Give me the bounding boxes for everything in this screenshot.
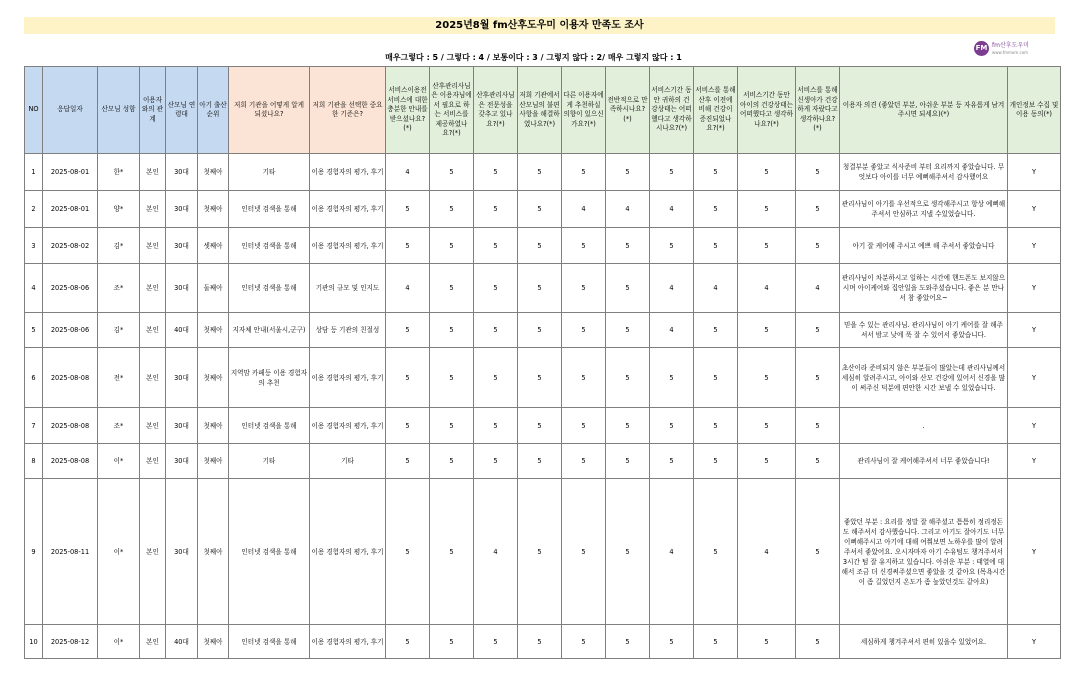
header-birth-order: 아기 출산 순위 bbox=[198, 67, 229, 154]
cell-score-q4: 5 bbox=[518, 348, 562, 408]
table-row bbox=[25, 348, 1061, 408]
cell-age: 40대 bbox=[166, 625, 198, 659]
cell-consent: Y bbox=[1008, 444, 1061, 479]
header-q6: 전반적으로 만족하시나요?(*) bbox=[606, 67, 650, 154]
header-q10: 서비스를 통해 신생아가 건강하게 자랐다고 생각하나요?(*) bbox=[796, 67, 840, 154]
cell-score-q1: 5 bbox=[386, 408, 430, 444]
cell-score-q10: 5 bbox=[796, 191, 840, 228]
cell-comment: 관리사님이 잘 케어해주셔서 너무 좋았습니다! bbox=[840, 444, 1008, 479]
cell-score-q9: 5 bbox=[738, 313, 796, 348]
cell-score-q4: 5 bbox=[518, 154, 562, 191]
cell-score-q10: 5 bbox=[796, 228, 840, 264]
cell-relation: 본인 bbox=[140, 228, 166, 264]
cell-score-q7: 4 bbox=[650, 479, 694, 625]
cell-name: 이* bbox=[98, 444, 140, 479]
cell-score-q6: 5 bbox=[606, 154, 650, 191]
cell-name: 김* bbox=[98, 228, 140, 264]
cell-score-q6: 5 bbox=[606, 264, 650, 313]
cell-score-q7: 4 bbox=[650, 191, 694, 228]
cell-birth-order: 첫째아 bbox=[198, 479, 229, 625]
cell-score-q1: 5 bbox=[386, 625, 430, 659]
cell-score-q10: 5 bbox=[796, 444, 840, 479]
cell-score-q5: 4 bbox=[562, 191, 606, 228]
cell-score-q1: 5 bbox=[386, 479, 430, 625]
cell-consent: Y bbox=[1008, 313, 1061, 348]
survey-table bbox=[24, 66, 1061, 659]
cell-score-q5: 5 bbox=[562, 228, 606, 264]
cell-score-q8: 4 bbox=[694, 264, 738, 313]
cell-comment: 관리사님이 아기를 우선적으로 생각해주시고 항상 예뻐해주셔서 안심하고 지낼 수있었습니다. bbox=[840, 191, 1008, 228]
logo-name: fm산후도우미 bbox=[992, 41, 1029, 49]
cell-date: 2025-08-01 bbox=[43, 154, 98, 191]
cell-score-q3: 4 bbox=[474, 479, 518, 625]
cell-age: 30대 bbox=[166, 154, 198, 191]
cell-consent: Y bbox=[1008, 479, 1061, 625]
cell-no: 8 bbox=[25, 444, 43, 479]
cell-score-q4: 5 bbox=[518, 191, 562, 228]
cell-comment: 좋았던 부분 : 요리를 정말 잘 해주셨고 틈틈히 정리정돈도 해주셔서 감사했습니다. 그리고 아기도 잘아기도 너무 이뻐해주시고 아기에 대해 여쭤보면 노하우를 많이 알려주셔서 좋았어요. 오시자마자 아기 수유텀도 챙겨주셔서 3시간 텀 잘 유지하고 있습니다. 아쉬운 부분 : 태열에 대해서 조금 더 신경써주셨으면 좋았을 것 같아요 (목욕시간이 좀 길었던지 온도가 좀 높았던것도 같아요) bbox=[840, 479, 1008, 625]
header-consent: 개인정보 수집 및 이용 동의(*) bbox=[1008, 67, 1061, 154]
cell-criteria: 이용 경험자의 평가, 후기 bbox=[310, 154, 386, 191]
cell-date: 2025-08-12 bbox=[43, 625, 98, 659]
rating-scale-legend: 매우그렇다 : 5 / 그렇다 : 4 / 보통이다 : 3 / 그렇지 않다 : 2/ 매우 그렇지 않다 : 1 bbox=[385, 53, 682, 62]
cell-comment: . bbox=[840, 408, 1008, 444]
cell-score-q1: 5 bbox=[386, 228, 430, 264]
cell-how-found: 인터넷 검색을 통해 bbox=[229, 264, 310, 313]
cell-age: 30대 bbox=[166, 408, 198, 444]
cell-criteria: 이용 경험자의 평가, 후기 bbox=[310, 191, 386, 228]
cell-relation: 본인 bbox=[140, 264, 166, 313]
cell-criteria: 이용 경험자의 평가, 후기 bbox=[310, 228, 386, 264]
cell-score-q10: 5 bbox=[796, 479, 840, 625]
cell-score-q7: 5 bbox=[650, 408, 694, 444]
cell-comment: 믿을 수 있는 관리사님. 관리사님이 아기 케어를 잘 해주셔서 밤고 낮에 푹 잘 수 있어서 좋았습니다. bbox=[840, 313, 1008, 348]
cell-score-q3: 5 bbox=[474, 154, 518, 191]
cell-relation: 본인 bbox=[140, 479, 166, 625]
cell-birth-order: 첫째아 bbox=[198, 625, 229, 659]
header-no: NO bbox=[25, 67, 43, 154]
cell-how-found: 지역맘 카페등 이용 경험자의 추천 bbox=[229, 348, 310, 408]
cell-score-q7: 5 bbox=[650, 444, 694, 479]
cell-criteria: 기타 bbox=[310, 444, 386, 479]
header-q9: 서비스기간 동안 아이의 건강상태는 어떠했다고 생각하나요?(*) bbox=[738, 67, 796, 154]
cell-score-q10: 5 bbox=[796, 625, 840, 659]
cell-criteria: 기관의 규모 및 인지도 bbox=[310, 264, 386, 313]
cell-relation: 본인 bbox=[140, 191, 166, 228]
cell-score-q4: 5 bbox=[518, 264, 562, 313]
cell-score-q6: 5 bbox=[606, 408, 650, 444]
cell-score-q10: 5 bbox=[796, 348, 840, 408]
cell-score-q10: 5 bbox=[796, 154, 840, 191]
table-row bbox=[25, 154, 1061, 191]
table-row bbox=[25, 625, 1061, 659]
cell-name: 양* bbox=[98, 191, 140, 228]
cell-date: 2025-08-11 bbox=[43, 479, 98, 625]
cell-comment: 세심하게 챙겨주셔서 편히 있을수 있었어요. bbox=[840, 625, 1008, 659]
table-row bbox=[25, 444, 1061, 479]
cell-score-q8: 5 bbox=[694, 444, 738, 479]
cell-no: 5 bbox=[25, 313, 43, 348]
cell-date: 2025-08-08 bbox=[43, 348, 98, 408]
cell-score-q6: 5 bbox=[606, 625, 650, 659]
cell-score-q9: 5 bbox=[738, 154, 796, 191]
cell-how-found: 인터넷 검색을 통해 bbox=[229, 625, 310, 659]
table-row bbox=[25, 264, 1061, 313]
cell-score-q7: 4 bbox=[650, 264, 694, 313]
cell-date: 2025-08-06 bbox=[43, 313, 98, 348]
cell-score-q7: 5 bbox=[650, 154, 694, 191]
header-how-found: 저희 기관을 어떻게 알게 되셨나요? bbox=[229, 67, 310, 154]
cell-score-q3: 5 bbox=[474, 228, 518, 264]
cell-name: 한* bbox=[98, 154, 140, 191]
cell-age: 30대 bbox=[166, 444, 198, 479]
cell-score-q2: 5 bbox=[430, 625, 474, 659]
cell-age: 30대 bbox=[166, 264, 198, 313]
cell-score-q6: 5 bbox=[606, 228, 650, 264]
cell-age: 30대 bbox=[166, 228, 198, 264]
fm-logo-icon: FM bbox=[974, 41, 989, 56]
cell-age: 40대 bbox=[166, 313, 198, 348]
table-row bbox=[25, 228, 1061, 264]
cell-score-q1: 4 bbox=[386, 264, 430, 313]
cell-birth-order: 첫째아 bbox=[198, 191, 229, 228]
cell-how-found: 인터넷 검색을 통해 bbox=[229, 479, 310, 625]
header-criteria: 저희 기관을 선택한 중요한 기준은? bbox=[310, 67, 386, 154]
table-row bbox=[25, 408, 1061, 444]
header-q8: 서비스를 통해 산후 이전에 비해 건강이 증진되었나요?(*) bbox=[694, 67, 738, 154]
header-row bbox=[25, 67, 1061, 154]
cell-how-found: 인터넷 검색을 통해 bbox=[229, 408, 310, 444]
cell-score-q10: 5 bbox=[796, 408, 840, 444]
cell-score-q2: 5 bbox=[430, 264, 474, 313]
cell-relation: 본인 bbox=[140, 408, 166, 444]
cell-how-found: 지자체 안내(서울시,군구) bbox=[229, 313, 310, 348]
cell-consent: Y bbox=[1008, 625, 1061, 659]
header-q4: 저희 기관에서 산모님의 불편사항을 해결하였나요?(*) bbox=[518, 67, 562, 154]
cell-score-q5: 5 bbox=[562, 479, 606, 625]
cell-how-found: 인터넷 검색을 통해 bbox=[229, 228, 310, 264]
cell-no: 6 bbox=[25, 348, 43, 408]
cell-no: 2 bbox=[25, 191, 43, 228]
table-row bbox=[25, 479, 1061, 625]
cell-score-q5: 5 bbox=[562, 444, 606, 479]
cell-age: 30대 bbox=[166, 191, 198, 228]
cell-score-q6: 5 bbox=[606, 348, 650, 408]
cell-score-q2: 5 bbox=[430, 444, 474, 479]
cell-no: 3 bbox=[25, 228, 43, 264]
cell-no: 7 bbox=[25, 408, 43, 444]
cell-name: 김* bbox=[98, 313, 140, 348]
cell-score-q3: 5 bbox=[474, 625, 518, 659]
cell-score-q2: 5 bbox=[430, 228, 474, 264]
cell-consent: Y bbox=[1008, 228, 1061, 264]
cell-score-q4: 5 bbox=[518, 408, 562, 444]
cell-score-q3: 5 bbox=[474, 191, 518, 228]
table-row bbox=[25, 313, 1061, 348]
cell-score-q1: 5 bbox=[386, 444, 430, 479]
cell-consent: Y bbox=[1008, 191, 1061, 228]
cell-score-q5: 5 bbox=[562, 313, 606, 348]
cell-score-q8: 5 bbox=[694, 479, 738, 625]
cell-criteria: 이용 경험자의 평가, 후기 bbox=[310, 348, 386, 408]
cell-name: 조* bbox=[98, 408, 140, 444]
cell-score-q7: 5 bbox=[650, 228, 694, 264]
header-relation: 이용자와의 관계 bbox=[140, 67, 166, 154]
cell-birth-order: 첫째아 bbox=[198, 154, 229, 191]
cell-date: 2025-08-02 bbox=[43, 228, 98, 264]
cell-date: 2025-08-06 bbox=[43, 264, 98, 313]
cell-score-q9: 5 bbox=[738, 228, 796, 264]
cell-score-q1: 5 bbox=[386, 191, 430, 228]
cell-score-q7: 4 bbox=[650, 313, 694, 348]
cell-score-q10: 4 bbox=[796, 264, 840, 313]
cell-no: 10 bbox=[25, 625, 43, 659]
header-age: 산모님 연령대 bbox=[166, 67, 198, 154]
cell-score-q8: 5 bbox=[694, 348, 738, 408]
cell-score-q9: 5 bbox=[738, 444, 796, 479]
cell-score-q5: 5 bbox=[562, 264, 606, 313]
cell-comment: 청결부분 좋았고 식사준비 부터 요리까지 좋았습니다. 무엇보다 아이를 너무 예뻐해주셔서 감사했어요 bbox=[840, 154, 1008, 191]
cell-score-q3: 5 bbox=[474, 444, 518, 479]
cell-date: 2025-08-08 bbox=[43, 444, 98, 479]
cell-score-q3: 5 bbox=[474, 313, 518, 348]
cell-relation: 본인 bbox=[140, 625, 166, 659]
cell-no: 1 bbox=[25, 154, 43, 191]
header-date: 응답일자 bbox=[43, 67, 98, 154]
cell-no: 9 bbox=[25, 479, 43, 625]
cell-date: 2025-08-08 bbox=[43, 408, 98, 444]
cell-score-q7: 5 bbox=[650, 348, 694, 408]
cell-birth-order: 첫째아 bbox=[198, 313, 229, 348]
cell-score-q9: 5 bbox=[738, 625, 796, 659]
cell-score-q2: 5 bbox=[430, 408, 474, 444]
cell-score-q6: 5 bbox=[606, 444, 650, 479]
cell-consent: Y bbox=[1008, 348, 1061, 408]
cell-score-q9: 4 bbox=[738, 264, 796, 313]
header-q3: 산후관리사님은 전문성을 갖추고 있나요?(*) bbox=[474, 67, 518, 154]
header-comment: 이용자 의견 (좋았던 부분, 아쉬운 부분 등 자유롭게 남겨 주시면 되세요)(*) bbox=[840, 67, 1008, 154]
cell-score-q1: 5 bbox=[386, 348, 430, 408]
cell-criteria: 이용 경험자의 평가, 후기 bbox=[310, 408, 386, 444]
cell-score-q2: 5 bbox=[430, 348, 474, 408]
logo-url: www.fmmom.com bbox=[992, 49, 1029, 55]
cell-name: 조* bbox=[98, 264, 140, 313]
cell-score-q2: 5 bbox=[430, 191, 474, 228]
cell-score-q8: 5 bbox=[694, 228, 738, 264]
header-q2: 산후관리사님은 이용자님에서 필요로 하는 서비스를 제공하였나요?(*) bbox=[430, 67, 474, 154]
cell-birth-order: 셋째아 bbox=[198, 228, 229, 264]
cell-score-q1: 5 bbox=[386, 313, 430, 348]
cell-score-q9: 5 bbox=[738, 408, 796, 444]
header-q7: 서비스기간 동안 귀하의 건강상태는 어떠했다고 생각하시나요?(*) bbox=[650, 67, 694, 154]
cell-score-q6: 4 bbox=[606, 191, 650, 228]
header-q5: 다른 이용자에게 추천하실 의향이 있으신가요?(*) bbox=[562, 67, 606, 154]
cell-consent: Y bbox=[1008, 154, 1061, 191]
cell-no: 4 bbox=[25, 264, 43, 313]
cell-birth-order: 첫째아 bbox=[198, 348, 229, 408]
cell-score-q5: 5 bbox=[562, 154, 606, 191]
cell-criteria: 이용 경험자의 평가, 후기 bbox=[310, 479, 386, 625]
cell-score-q6: 5 bbox=[606, 313, 650, 348]
cell-date: 2025-08-01 bbox=[43, 191, 98, 228]
cell-score-q2: 5 bbox=[430, 479, 474, 625]
cell-score-q5: 5 bbox=[562, 348, 606, 408]
cell-score-q6: 5 bbox=[606, 479, 650, 625]
table-row bbox=[25, 191, 1061, 228]
cell-how-found: 인터넷 검색을 통해 bbox=[229, 191, 310, 228]
header-name: 산모님 성함 bbox=[98, 67, 140, 154]
cell-score-q5: 5 bbox=[562, 408, 606, 444]
cell-score-q4: 5 bbox=[518, 625, 562, 659]
cell-score-q2: 5 bbox=[430, 154, 474, 191]
cell-age: 30대 bbox=[166, 348, 198, 408]
cell-relation: 본인 bbox=[140, 313, 166, 348]
cell-score-q8: 5 bbox=[694, 154, 738, 191]
cell-name: 전* bbox=[98, 348, 140, 408]
cell-relation: 본인 bbox=[140, 444, 166, 479]
header-q1: 서비스이용전 서비스에 대한 충분한 안내를 받으셨나요?(*) bbox=[386, 67, 430, 154]
cell-score-q8: 5 bbox=[694, 625, 738, 659]
cell-consent: Y bbox=[1008, 264, 1061, 313]
cell-score-q3: 5 bbox=[474, 348, 518, 408]
cell-score-q4: 5 bbox=[518, 228, 562, 264]
cell-comment: 관리사님이 차분하시고 일하는 시간에 핸드폰도 보지않으시며 아이케어와 집안일을 도와주셨습니다. 좋은 분 만나서 참 좋았어요~ bbox=[840, 264, 1008, 313]
cell-criteria: 상담 등 기관의 친절성 bbox=[310, 313, 386, 348]
cell-how-found: 기타 bbox=[229, 154, 310, 191]
cell-name: 이* bbox=[98, 479, 140, 625]
cell-score-q9: 5 bbox=[738, 191, 796, 228]
cell-score-q9: 4 bbox=[738, 479, 796, 625]
cell-score-q4: 5 bbox=[518, 444, 562, 479]
cell-score-q5: 5 bbox=[562, 625, 606, 659]
cell-score-q2: 5 bbox=[430, 313, 474, 348]
cell-comment: 아기 잘 케어해 주시고 예쁘 해 주셔서 좋았습니다 bbox=[840, 228, 1008, 264]
cell-score-q4: 5 bbox=[518, 479, 562, 625]
cell-score-q9: 5 bbox=[738, 348, 796, 408]
cell-score-q3: 5 bbox=[474, 408, 518, 444]
cell-how-found: 기타 bbox=[229, 444, 310, 479]
cell-birth-order: 첫째아 bbox=[198, 444, 229, 479]
cell-score-q8: 5 bbox=[694, 191, 738, 228]
cell-score-q8: 5 bbox=[694, 313, 738, 348]
cell-score-q7: 5 bbox=[650, 625, 694, 659]
cell-score-q4: 5 bbox=[518, 313, 562, 348]
cell-age: 30대 bbox=[166, 479, 198, 625]
cell-relation: 본인 bbox=[140, 348, 166, 408]
cell-score-q1: 4 bbox=[386, 154, 430, 191]
cell-score-q10: 5 bbox=[796, 313, 840, 348]
cell-comment: 초산이라 준비되지 않은 부분들이 많았는데 관리사님께서 세심히 알려주시고, 아이와 산모 건강에 있어서 신경을 많이 써주신 덕분에 편안한 시간 보낼 수 있었습니다. bbox=[840, 348, 1008, 408]
cell-birth-order: 둘째아 bbox=[198, 264, 229, 313]
cell-score-q8: 5 bbox=[694, 408, 738, 444]
cell-relation: 본인 bbox=[140, 154, 166, 191]
cell-birth-order: 첫째아 bbox=[198, 408, 229, 444]
cell-consent: Y bbox=[1008, 408, 1061, 444]
cell-criteria: 이용 경험자의 평가, 후기 bbox=[310, 625, 386, 659]
survey-title: 2025년8월 fm산후도우미 이용자 만족도 조사 bbox=[24, 17, 1055, 34]
cell-score-q3: 5 bbox=[474, 264, 518, 313]
cell-name: 이* bbox=[98, 625, 140, 659]
